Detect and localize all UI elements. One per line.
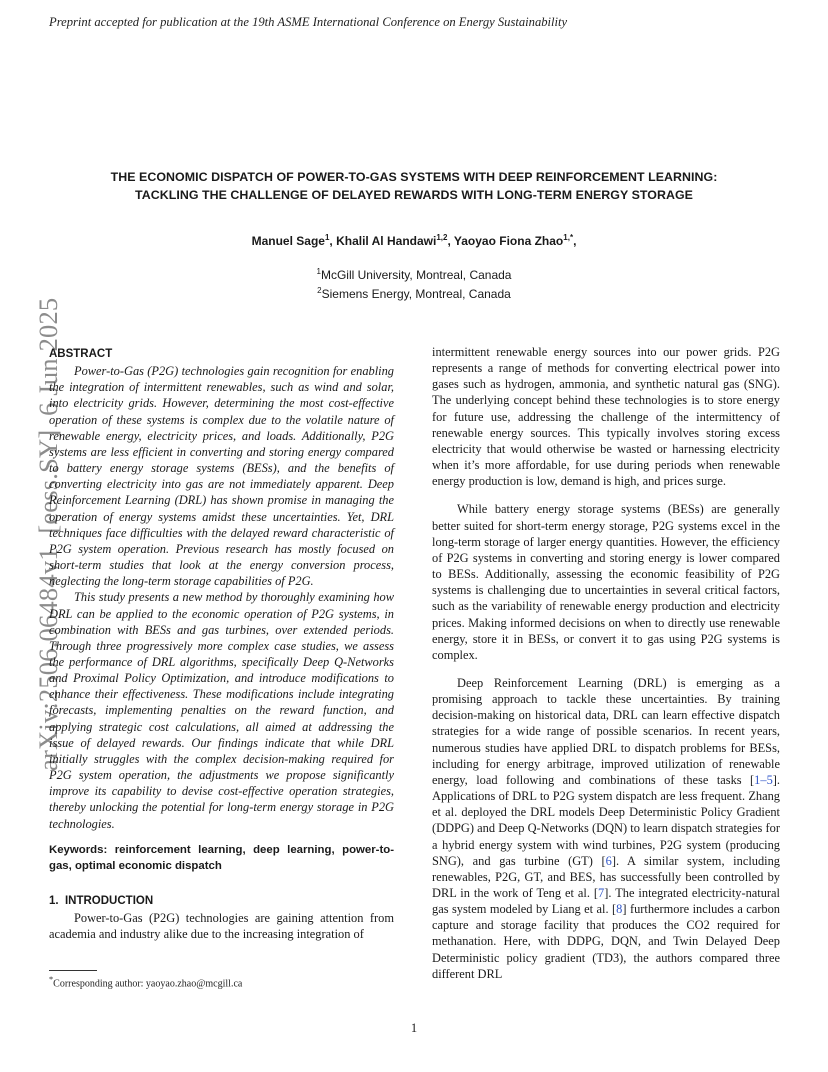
author-1: Manuel Sage$^1$ <box>251 233 330 248</box>
page-number: 1 <box>410 1021 418 1035</box>
paper-title <box>60 168 768 204</box>
keywords: Keywords: reinforcement learning, deep learning, power-to-gas, optimal economic dispatch <box>49 843 394 872</box>
citation-link-7[interactable]: 7 <box>598 886 605 900</box>
abstract-paragraph-2: This study presents a new method by thoroughly examining how DRL can be applied to the economic operation of P2G systems, in combination with BESs and gas turbines, over extended periods. Through three progressively more complex case studies, we assess the performance of DRL algorithms, specifically Deep Q-Networks and Proximal Policy Optimization, and introduce modifications to enhance their effectiveness. These modifications include integrating forecasts, implementing penalties on the reward function, and applying strategic cost calculations, all aimed at addressing the issue of delayed rewards. Our findings indicate that while DRL initially struggles with the complex decision-making required for P2G system operation, the adjustments we propose significantly improve its capability to devise cost-effective operation strategies, thereby unlocking the potential for long-term energy storage in P2G technologies. <box>49 590 394 831</box>
arxiv-identifier[interactable]: arXiv:2506.06484v1 [eess.SY] 6 Jun 2025 <box>33 297 63 771</box>
affiliation-2: $^2$Siemens Energy, Montreal, Canada <box>317 286 511 301</box>
intro-paragraph-2: While battery energy storage systems (BESs) are generally better suited for short-term energy storage, P2G systems excel in the long-term storage of larger energy quantities. However, the efficiency of P2G systems in converting and storing energy is lower compared to BESs. Additionally, assessing the economic feasibility of P2G systems is challenging due to uncertainties in several critical factors, such as the variability of renewable energy production and electricity prices. Making informed decisions on when to directly use renewable energy, store it in BESs, or convert it to gas using P2G systems is complex. <box>432 502 780 662</box>
abstract-paragraph-1: Power-to-Gas (P2G) technologies gain recognition for enabling the integration of intermittent renewables, such as wind and solar, into electricity grids. However, determining the most cost-effective operation of these systems is complex due to the volatile nature of renewable energy, electricity prices, and loads. Additionally, P2G systems are less efficient in converting and storing energy compared to battery energy storage systems (BESs), and the benefits of converting electricity into gas are not immediately apparent. Deep Reinforcement Learning (DRL) has shown promise in managing the operation of energy systems amidst these uncertainties. Yet, DRL techniques face difficulties with the delayed reward characteristic of P2G system operation. Previous research has mostly focused on short-term studies that look at the energy conversion process, neglecting the long-term storage capabilities of P2G. <box>49 364 394 589</box>
author-2: Khalil Al Handawi$^{1,2}$ <box>336 233 448 248</box>
citation-link-6[interactable]: 6 <box>605 853 612 868</box>
author-list: Manuel Sage$^1$, Khalil Al Handawi$^{1,2}$, Yaoyao Fiona Zhao$^{1,*}$, <box>251 233 577 248</box>
author-3: Yaoyao Fiona Zhao$^{1,*}$ <box>453 233 574 248</box>
intro-paragraph-1-cont: intermittent renewable energy sources into our power grids. P2G represents a range of methods for converting electrical power into gases such as hydrogen, ammonia, and synthetic natural gas (SNG). The underlying concept behind these technologies is to store energy for future use, addressing the challenge of the intermittency of renewable energy sources. This typically involves storing excess electricity that would otherwise be wasted or harnessing electricity when it’s more affordable, for use during periods when renewable energy production is low, demand is high, and prices surge. <box>432 345 780 489</box>
title-line-1: THE ECONOMIC DISPATCH OF POWER-TO-GAS SYSTEMS WITH DEEP REINFORCEMENT LEARNING: <box>110 170 718 184</box>
abstract-heading: ABSTRACT <box>49 348 113 360</box>
header-note: Preprint accepted for publication at the 19th ASME International Conference on Energy Sustainability <box>49 15 568 29</box>
citation-link-1-5[interactable]: 1–5 <box>754 772 773 787</box>
right-column <box>432 344 780 982</box>
affiliations <box>60 264 768 302</box>
affiliation-1: $^1$McGill University, Montreal, Canada <box>316 267 512 282</box>
left-column <box>49 344 394 942</box>
introduction-heading: 1. INTRODUCTION <box>49 894 154 907</box>
citation-link-8[interactable]: 8 <box>616 902 623 917</box>
intro-paragraph-1: Power-to-Gas (P2G) technologies are gaining attention from academia and industry alike due to the increasing integration of <box>49 910 394 941</box>
title-line-2: TACKLING THE CHALLENGE OF DELAYED REWARDS WITH LONG-TERM ENERGY STORAGE <box>135 188 693 202</box>
intro-paragraph-3: Deep Reinforcement Learning (DRL) is emerging as a promising approach to tackle these uncertainties. By training decision-making on historical data, DRL can learn effective dispatch strategies for a wide range of possible scenarios. In recent years, numerous studies have applied DRL to dispatch problems for BESs, including for energy arbitrage, improved utilization of renewable energy, load following and combinations of these tasks [1–5]. Applications of DRL to P2G system dispatch are less frequent. Zhang et al. deployed the DRL models Deep Deterministic Policy Gradient (DDPG) and Deep Q-Networks (DQN) to learn dispatch strategies for a hybrid energy system with wind turbines, P2G system (producing SNG), and gas turbine (GT) [6]. A similar system, including renewables, P2G, GT, and BES, has successfully been controlled by DRL in the work of Teng et al. [7]. The integrated electricity-natural gas system modeled by Liang et al. [8] furthermore includes a carbon capture and storage facility that produces the CO2 required for methanation. Here, with DDPG, DQN, and Twin Delayed Deep Deterministic policy gradient (TD3), the authors compared three different DRL <box>432 675 780 981</box>
footnote: *Corresponding author: yaoyao.zhao@mcgill.ca <box>49 975 243 990</box>
footnote-rule <box>49 970 97 971</box>
